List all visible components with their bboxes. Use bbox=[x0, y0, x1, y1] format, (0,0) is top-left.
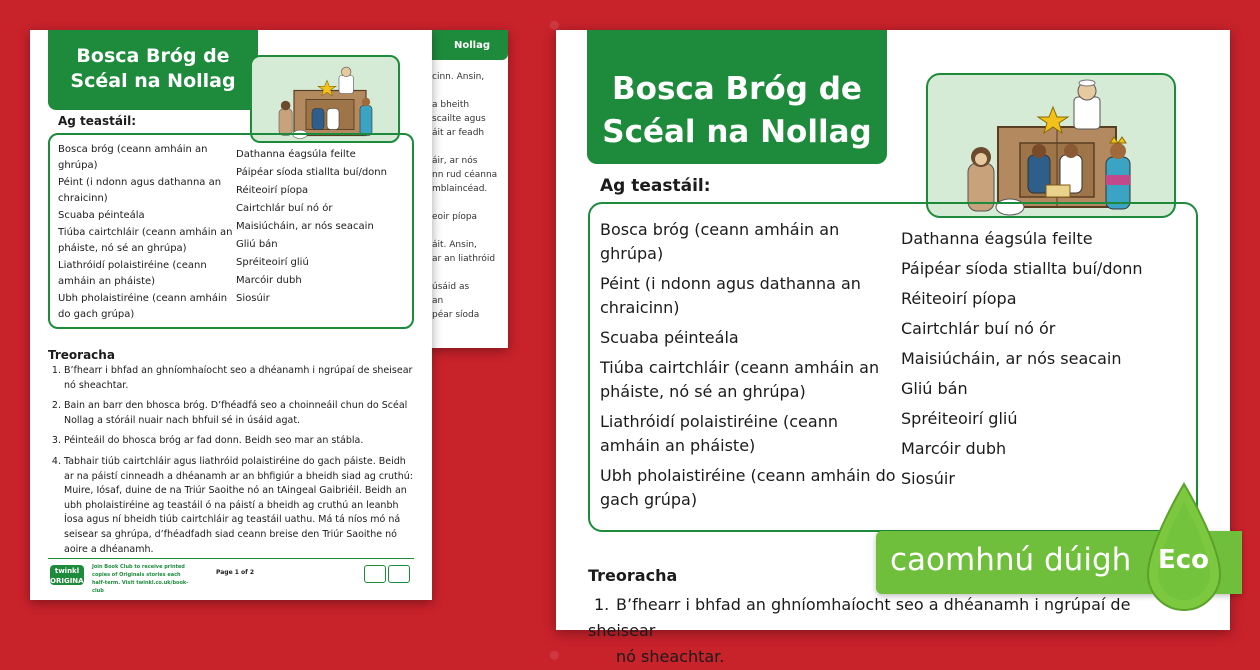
back-page-line: nn rud céanna bbox=[432, 170, 498, 180]
large-material-item: Spréiteoirí gliú bbox=[901, 409, 1018, 428]
back-page-line: a bheith bbox=[432, 100, 470, 110]
back-page-line: cinn. Ansin, bbox=[432, 72, 485, 82]
back-page-line: an bbox=[432, 296, 444, 306]
large-material-item: Maisiúcháin, ar nós seacain bbox=[901, 349, 1122, 368]
large-material-item: Bosca bróg (ceann amháin an ghrúpa) bbox=[600, 220, 840, 263]
instructions-heading: Treoracha bbox=[48, 348, 115, 362]
twinkl-logo: twinkl ORIGINALS bbox=[50, 567, 94, 585]
back-page-text bbox=[432, 70, 508, 322]
back-page-line bbox=[432, 266, 508, 280]
instruction-item: 3. Péinteáil do bhosca bróg ar fad donn. Beidh seo mar an stábla. bbox=[64, 434, 416, 449]
material-item: Gliú bán bbox=[236, 239, 278, 250]
material-item: Liathróidí polaistiréine (ceann amháin an pháiste) bbox=[58, 260, 207, 287]
material-item: Ubh pholaistiréine (ceann amháin do gach grúpa) bbox=[58, 293, 228, 320]
back-page-title: Nollag bbox=[454, 40, 491, 51]
large-instruction-text: B’fhearr i bhfad an ghníomhaíocht seo a dhéanamh i ngrúpaí de sheisear bbox=[588, 595, 1131, 640]
large-materials-list-left bbox=[600, 218, 896, 518]
large-material-item: Ubh pholaistiréine (ceann amháin do gach grúpa) bbox=[600, 466, 896, 509]
large-materials-list-right bbox=[901, 224, 1181, 494]
large-page-title bbox=[587, 30, 887, 164]
back-page-line: úsáid as bbox=[432, 282, 470, 292]
eco-badge-text: caomhnú dúigh bbox=[890, 542, 1132, 578]
back-page-line: áit. Ansin, bbox=[432, 240, 477, 250]
material-item: Siosúir bbox=[236, 293, 270, 304]
back-page-line bbox=[432, 224, 508, 238]
back-page-line: péar síoda bbox=[432, 310, 480, 320]
title-line-1: Bosca Bróg de bbox=[76, 45, 230, 67]
quality-seal-icon bbox=[364, 565, 386, 583]
large-material-item: Réiteoirí píopa bbox=[901, 289, 1017, 308]
material-item: Bosca bróg (ceann amháin an ghrúpa) bbox=[58, 144, 208, 171]
material-item: Tiúba cairtchláir (ceann amháin an pháiste, nó sé an ghrúpa) bbox=[58, 227, 233, 254]
eco-label: Eco bbox=[1158, 545, 1210, 575]
large-instruction-item-cont bbox=[588, 644, 1188, 670]
material-item: Maisiúcháin, ar nós seacain bbox=[236, 221, 374, 232]
materials-list-right bbox=[236, 146, 406, 308]
back-page-line: áit ar feadh bbox=[432, 128, 485, 138]
page-number: Page 1 of 2 bbox=[216, 569, 254, 576]
nativity-illustration bbox=[252, 57, 402, 145]
material-item: Dathanna éagsúla feilte bbox=[236, 149, 356, 160]
back-page-line: scailte agus bbox=[432, 114, 486, 124]
large-material-item: Dathanna éagsúla feilte bbox=[901, 229, 1093, 248]
large-material-item: Péint (i ndonn agus dathanna an chraicinn) bbox=[600, 274, 861, 317]
back-page-line: mblaincéad. bbox=[432, 184, 488, 194]
material-item: Marcóir dubh bbox=[236, 275, 302, 286]
material-item: Spréiteoirí gliú bbox=[236, 257, 309, 268]
large-nativity-illustration bbox=[928, 75, 1178, 220]
material-item: Scuaba péinteála bbox=[58, 210, 145, 221]
back-page-line bbox=[432, 140, 508, 154]
back-page-title-bar bbox=[430, 30, 508, 60]
large-material-item: Liathróidí polaistiréine (ceann amháin an pháiste) bbox=[600, 412, 838, 455]
large-instruction-item bbox=[588, 592, 1188, 644]
back-page-line bbox=[432, 196, 508, 210]
instruction-item: 1. B’fhearr i bhfad an ghníomhaíocht seo a dhéanamh i ngrúpaí de sheisear nó sheachtar. bbox=[64, 364, 416, 393]
book-club-note: Join Book Club to receive printed copies of Originals stories each half-term. Visit twinkl.co.uk/book-club bbox=[92, 564, 189, 594]
large-title-line-2: Scéal na Nollag bbox=[602, 114, 872, 150]
large-instruction-number: 1. bbox=[594, 595, 610, 614]
page-title bbox=[48, 30, 258, 110]
back-page-line: áir, ar nós bbox=[432, 156, 478, 166]
material-item: Páipéar síoda stiallta buí/donn bbox=[236, 167, 387, 178]
materials-list-left bbox=[58, 142, 233, 324]
small-page-preview bbox=[30, 30, 432, 600]
title-line-2: Scéal na Nollag bbox=[70, 70, 236, 92]
large-material-item: Marcóir dubh bbox=[901, 439, 1007, 458]
back-page-line bbox=[432, 84, 508, 98]
back-page-line: eoir píopa bbox=[432, 212, 478, 222]
large-instructions-heading: Treoracha bbox=[588, 566, 678, 585]
large-material-item: Gliú bán bbox=[901, 379, 968, 398]
back-page-line: ar an liathróid bbox=[432, 254, 496, 264]
quality-seal-icon bbox=[388, 565, 410, 583]
material-item: Cairtchlár buí nó ór bbox=[236, 203, 333, 214]
large-material-item: Páipéar síoda stiallta buí/donn bbox=[901, 259, 1143, 278]
large-material-item: Tiúba cairtchláir (ceann amháin an pháiste, nó sé an ghrúpa) bbox=[600, 358, 880, 401]
material-item: Réiteoirí píopa bbox=[236, 185, 309, 196]
large-instruction-text-cont: nó sheachtar. bbox=[616, 647, 725, 666]
page-footer bbox=[48, 558, 414, 594]
large-instructions-list bbox=[588, 592, 1188, 670]
large-material-item: Scuaba péinteála bbox=[600, 328, 739, 347]
back-page bbox=[430, 30, 508, 348]
large-title-line-1: Bosca Bróg de bbox=[612, 71, 862, 107]
needed-heading: Ag teastáil: bbox=[58, 114, 137, 128]
instruction-item: 4. Tabhair tiúb cairtchláir agus liathróid polaistiréine do gach páiste. Beidh ar na páistí cinneadh a dhéanamh ar an bhfigiúr a bheidh siad ag cruthú: Muire, Iósaf, duine de na Triúr Saoithe nó an tAingeal Gaibriéil. Beidh an ubh pholaistiréine ag teastáil ó na páistí a bheidh ag cruthú an leanbh Íosa agus ní bheidh tiúb cairtchláir ag teastáil uathu. Má tá níos mó ná seisear sa ghrúpa, d’fhéadfadh siad ceann breise den Triúr Saoithe nó aoire a dhéanamh. bbox=[64, 455, 416, 557]
instructions-list bbox=[48, 364, 416, 563]
large-nativity-shoebox-image bbox=[926, 73, 1176, 218]
large-material-item: Cairtchlár buí nó ór bbox=[901, 319, 1056, 338]
material-item: Péint (i ndonn agus dathanna an chraicinn) bbox=[58, 177, 222, 204]
large-needed-heading: Ag teastáil: bbox=[600, 176, 711, 196]
nativity-shoebox-image bbox=[250, 55, 400, 143]
instruction-item: 2. Bain an barr den bhosca bróg. D’fhéadfá seo a choinneáil chun do Scéal Nollag a stóráil nuair nach bhfuil sé in úsáid agat. bbox=[64, 399, 416, 428]
large-material-item: Siosúir bbox=[901, 469, 955, 488]
